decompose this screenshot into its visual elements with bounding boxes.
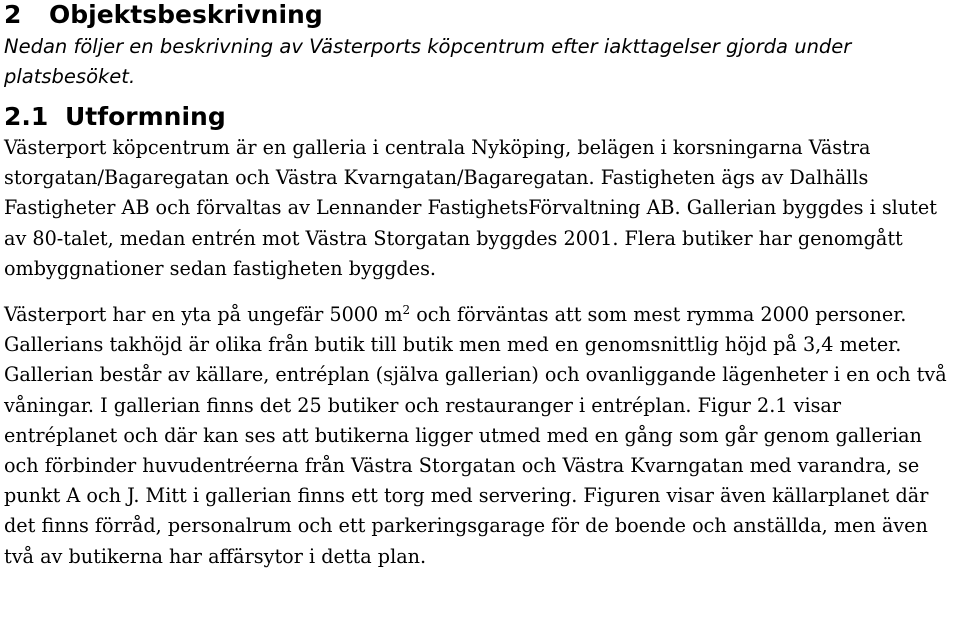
section-heading <box>4 0 957 30</box>
document-page <box>4 0 957 572</box>
section-number: 2 <box>4 0 22 29</box>
subsection-number: 2.1 <box>4 102 49 131</box>
paragraph-2-part-b: och förväntas att som mest rymma 2000 personer. Gallerians takhöjd är olika från butik till butik men med en genomsnittlig höjd på 3,4 meter. Gallerian består av källare, entréplan (själva gallerian) och ovanliggande lägenheter i en och två våningar. I gallerian finns det 25 butiker och restauranger i entréplan. Figur 2.1 visar entréplanet och där kan ses att butikerna ligger utmed med en gång som går genom gallerian och förbinder huvudentréerna från Västra Storgatan och Västra Kvarngatan med varandra, se punkt A och J. Mitt i gallerian finns ett torg med servering. Figuren visar även källarplanet där det finns förråd, personalrum och ett parkeringsgarage för de boende och anställda, men även två av butikerna har affärsytor i detta plan. <box>4 303 947 568</box>
paragraph-2-part-a: Västerport har en yta på ungefär 5000 m <box>4 303 403 327</box>
paragraph-2 <box>4 300 957 572</box>
area-unit-superscript: 2 <box>402 303 411 318</box>
subsection-heading <box>4 102 957 132</box>
subsection-title: Utformning <box>65 102 226 131</box>
section-title: Objektsbeskrivning <box>49 0 323 29</box>
paragraph-1: Västerport köpcentrum är en galleria i centrala Nyköping, belägen i korsningarna Västra storgatan/Bagaregatan och Västra Kvarngatan/Bagaregatan. Fastigheten ägs av Dalhälls Fastigheter AB och förvaltas av Lennander FastighetsFörvaltning AB. Gallerian byggdes i slutet av 80-talet, medan entrén mot Västra Storgatan byggdes 2001. Flera butiker har genomgått ombyggnationer sedan fastigheten byggdes. <box>4 136 937 280</box>
section-intro: Nedan följer en beskrivning av Västerports köpcentrum efter iakttagelser gjorda under platsbesöket. <box>4 35 852 88</box>
